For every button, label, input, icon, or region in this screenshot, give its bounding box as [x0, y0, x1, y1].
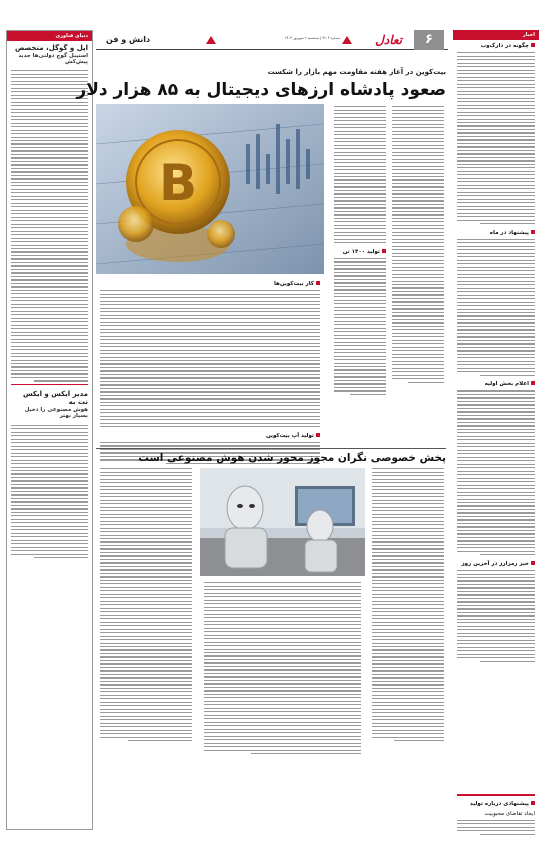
divider	[96, 448, 446, 449]
bullet-icon	[531, 801, 535, 805]
bullet-icon	[316, 281, 320, 285]
issue-line: شماره ۳۲۰۳ | سه‌شنبه ۲ شهریور ۱۴۰۳	[284, 36, 340, 40]
newspaper-logo: تعادل	[375, 33, 402, 47]
left-band: دنیای فناوری	[7, 31, 92, 41]
news-item-title: خبر رمزارز در آخرین روز	[453, 558, 539, 568]
main-article-col-1	[330, 104, 390, 397]
news-item-body	[453, 390, 539, 555]
second-article-col-2	[368, 466, 448, 744]
page-header	[96, 30, 448, 50]
main-subhead: تولید آپ بیت‌کوین	[96, 430, 324, 440]
main-headline: صعود پادشاه ارزهای دیجیتال به ۸۵ هزار دلار	[76, 80, 446, 100]
news-item-body	[453, 52, 539, 224]
bottom-subheadline: ایجاد تقاضای محبوبیت	[484, 810, 535, 817]
triangle-icon	[342, 36, 352, 44]
main-subhead: تولید ۱۴۰۰ تن	[330, 246, 390, 256]
second-article-col-1	[96, 466, 196, 744]
bitcoin-photo	[96, 104, 324, 274]
divider	[457, 794, 535, 796]
page-number: ۶	[414, 30, 444, 50]
left-column	[6, 30, 93, 830]
left-article-title: اپل و گوگل، متخصص	[14, 44, 88, 52]
news-item-title: چگونه در دارک‌وب	[453, 40, 539, 50]
bullet-icon	[316, 433, 320, 437]
left-article-subtitle-2: هوش مصنوعی را دخیل بسیار بهتر	[24, 407, 88, 420]
main-kicker: بیت‌کوین در آغاز هفته مقاومت مهم بازار را شکست	[267, 68, 446, 76]
second-headline: پخش خصوصی نگران مجوز محور شدن هوش مصنوعی است	[138, 452, 446, 464]
right-column	[453, 30, 539, 830]
second-article-col-3	[200, 580, 365, 757]
news-item-title: اعلام بخش اولیه	[453, 378, 539, 388]
news-item-body	[453, 239, 539, 376]
main-subhead: کار بیت‌کوین‌ها	[96, 278, 324, 288]
divider	[11, 384, 88, 386]
bullet-icon	[531, 43, 535, 47]
news-item-body	[453, 570, 539, 662]
left-article-subtitle: استیبل گوچ دولتی‌ها جدید پیش‌کش	[18, 53, 88, 65]
right-band: اخبار	[453, 30, 539, 40]
robot-photo	[200, 468, 365, 576]
left-article-body	[7, 70, 92, 381]
right-bottom-story	[453, 792, 539, 837]
bottom-body	[453, 820, 539, 835]
bullet-icon	[531, 381, 535, 385]
left-article-body-2	[7, 425, 92, 559]
left-article-title-2: مدیر ایکس و ایکس نت به	[22, 390, 88, 407]
news-item-title: پیشنهاد در ماه	[453, 227, 539, 237]
triangle-icon	[206, 36, 216, 44]
bullet-icon	[382, 249, 386, 253]
bottom-headline: پیشنهادی درباره تولید	[453, 798, 539, 808]
bullet-icon	[531, 230, 535, 234]
bullet-icon	[531, 561, 535, 565]
section-title: دانش و فن	[106, 35, 151, 44]
main-article-lower	[96, 278, 324, 466]
svg-text:B: B	[158, 154, 198, 212]
main-article-col-2	[388, 104, 448, 385]
